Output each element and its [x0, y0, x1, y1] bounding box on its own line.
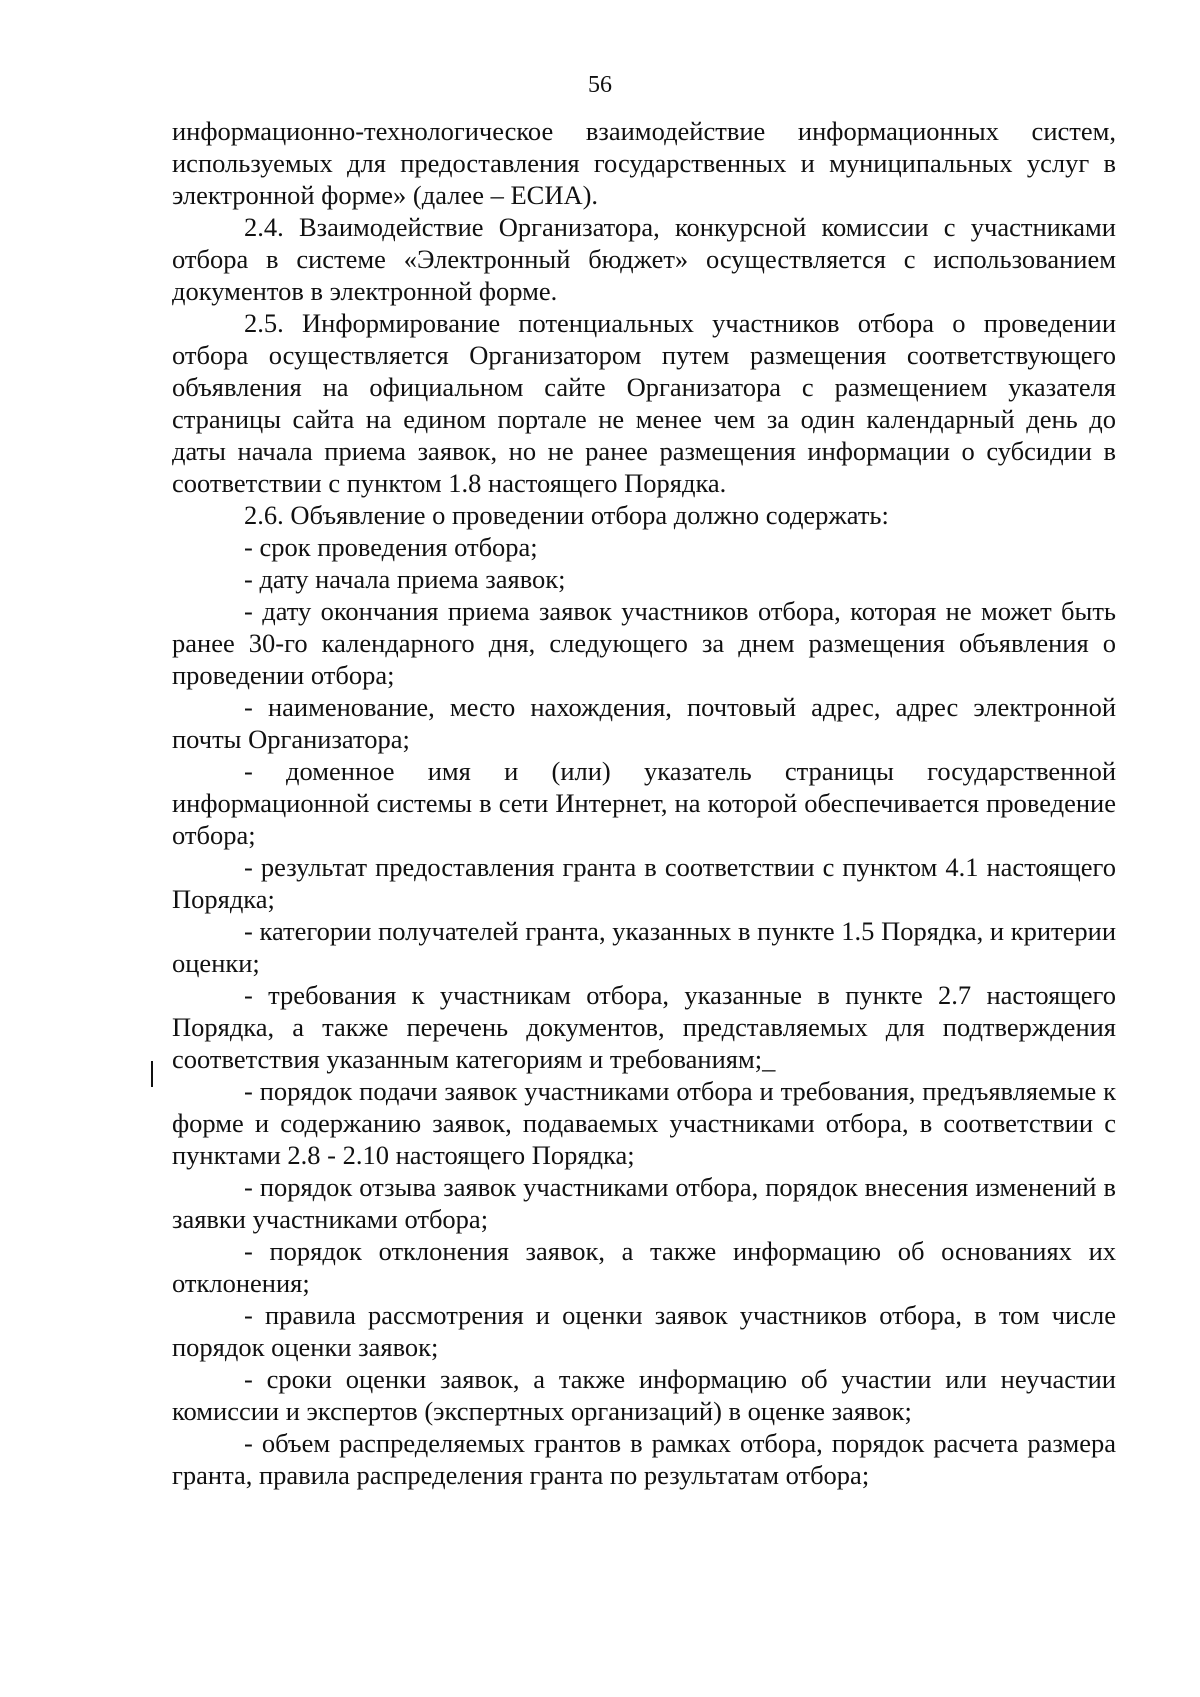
list-item: - результат предоставления гранта в соответствии с пунктом 4.1 настоящего Порядка; — [172, 852, 1116, 914]
list-item: - категории получателей гранта, указанных в пункте 1.5 Порядка, и критерии оценки; — [172, 916, 1116, 978]
paragraph-2-6: 2.6. Объявление о проведении отбора должно содержать: — [244, 500, 889, 530]
list-item: - наименование, место нахождения, почтовый адрес, адрес электронной почты Организатора; — [172, 692, 1116, 754]
list-item: - дату начала приема заявок; — [244, 564, 566, 594]
list-item: - срок проведения отбора; — [244, 532, 538, 562]
list-item: - требования к участникам отбора, указанные в пункте 2.7 настоящего Порядка, а также перечень документов, представляемых для подтверждения соответствия указанным категориям и требованиям;_ — [172, 980, 1116, 1074]
list-item: - доменное имя и (или) указатель страницы государственной информационной системы в сети Интернет, на которой обеспечивается проведение отбора; — [172, 756, 1116, 850]
list-item: - порядок подачи заявок участниками отбора и требования, предъявляемые к форме и содержанию заявок, подаваемых участниками отбора, в соответствии с пунктами 2.8 - 2.10 настоящего Порядка; — [172, 1076, 1116, 1170]
list-item: - сроки оценки заявок, а также информацию об участии или неучастии комиссии и экспертов (экспертных организаций) в оценке заявок; — [172, 1364, 1116, 1426]
list-item: - порядок отклонения заявок, а также информацию об основаниях их отклонения; — [172, 1236, 1116, 1298]
page-number: 56 — [588, 72, 612, 98]
list-item: - порядок отзыва заявок участниками отбора, порядок внесения изменений в заявки участниками отбора; — [172, 1172, 1116, 1234]
revision-change-bar — [151, 1061, 153, 1087]
document-body — [172, 115, 1116, 1491]
paragraph-continuation: информационно-технологическое взаимодействие информационных систем, используемых для предоставления государственных и муниципальных услуг в электронной форме» (далее – ЕСИА). — [172, 116, 1116, 210]
list-item: - объем распределяемых грантов в рамках отбора, порядок расчета размера гранта, правила распределения гранта по результатам отбора; — [172, 1428, 1116, 1490]
paragraph-2-4: 2.4. Взаимодействие Организатора, конкурсной комиссии с участниками отбора в системе «Электронный бюджет» осуществляется с использованием документов в электронной форме. — [172, 212, 1116, 306]
paragraph-2-5: 2.5. Информирование потенциальных участников отбора о проведении отбора осуществляется Организатором путем размещения соответствующего объявления на официальном сайте Организатора с размещением указателя страницы сайта на едином портале не менее чем за один календарный день до даты начала приема заявок, но не ранее размещения информации о субсидии в соответствии с пунктом 1.8 настоящего Порядка. — [172, 308, 1116, 498]
list-item: - дату окончания приема заявок участников отбора, которая не может быть ранее 30-го календарного дня, следующего за днем размещения объявления о проведении отбора; — [172, 596, 1116, 690]
list-item: - правила рассмотрения и оценки заявок участников отбора, в том числе порядок оценки заявок; — [172, 1300, 1116, 1362]
